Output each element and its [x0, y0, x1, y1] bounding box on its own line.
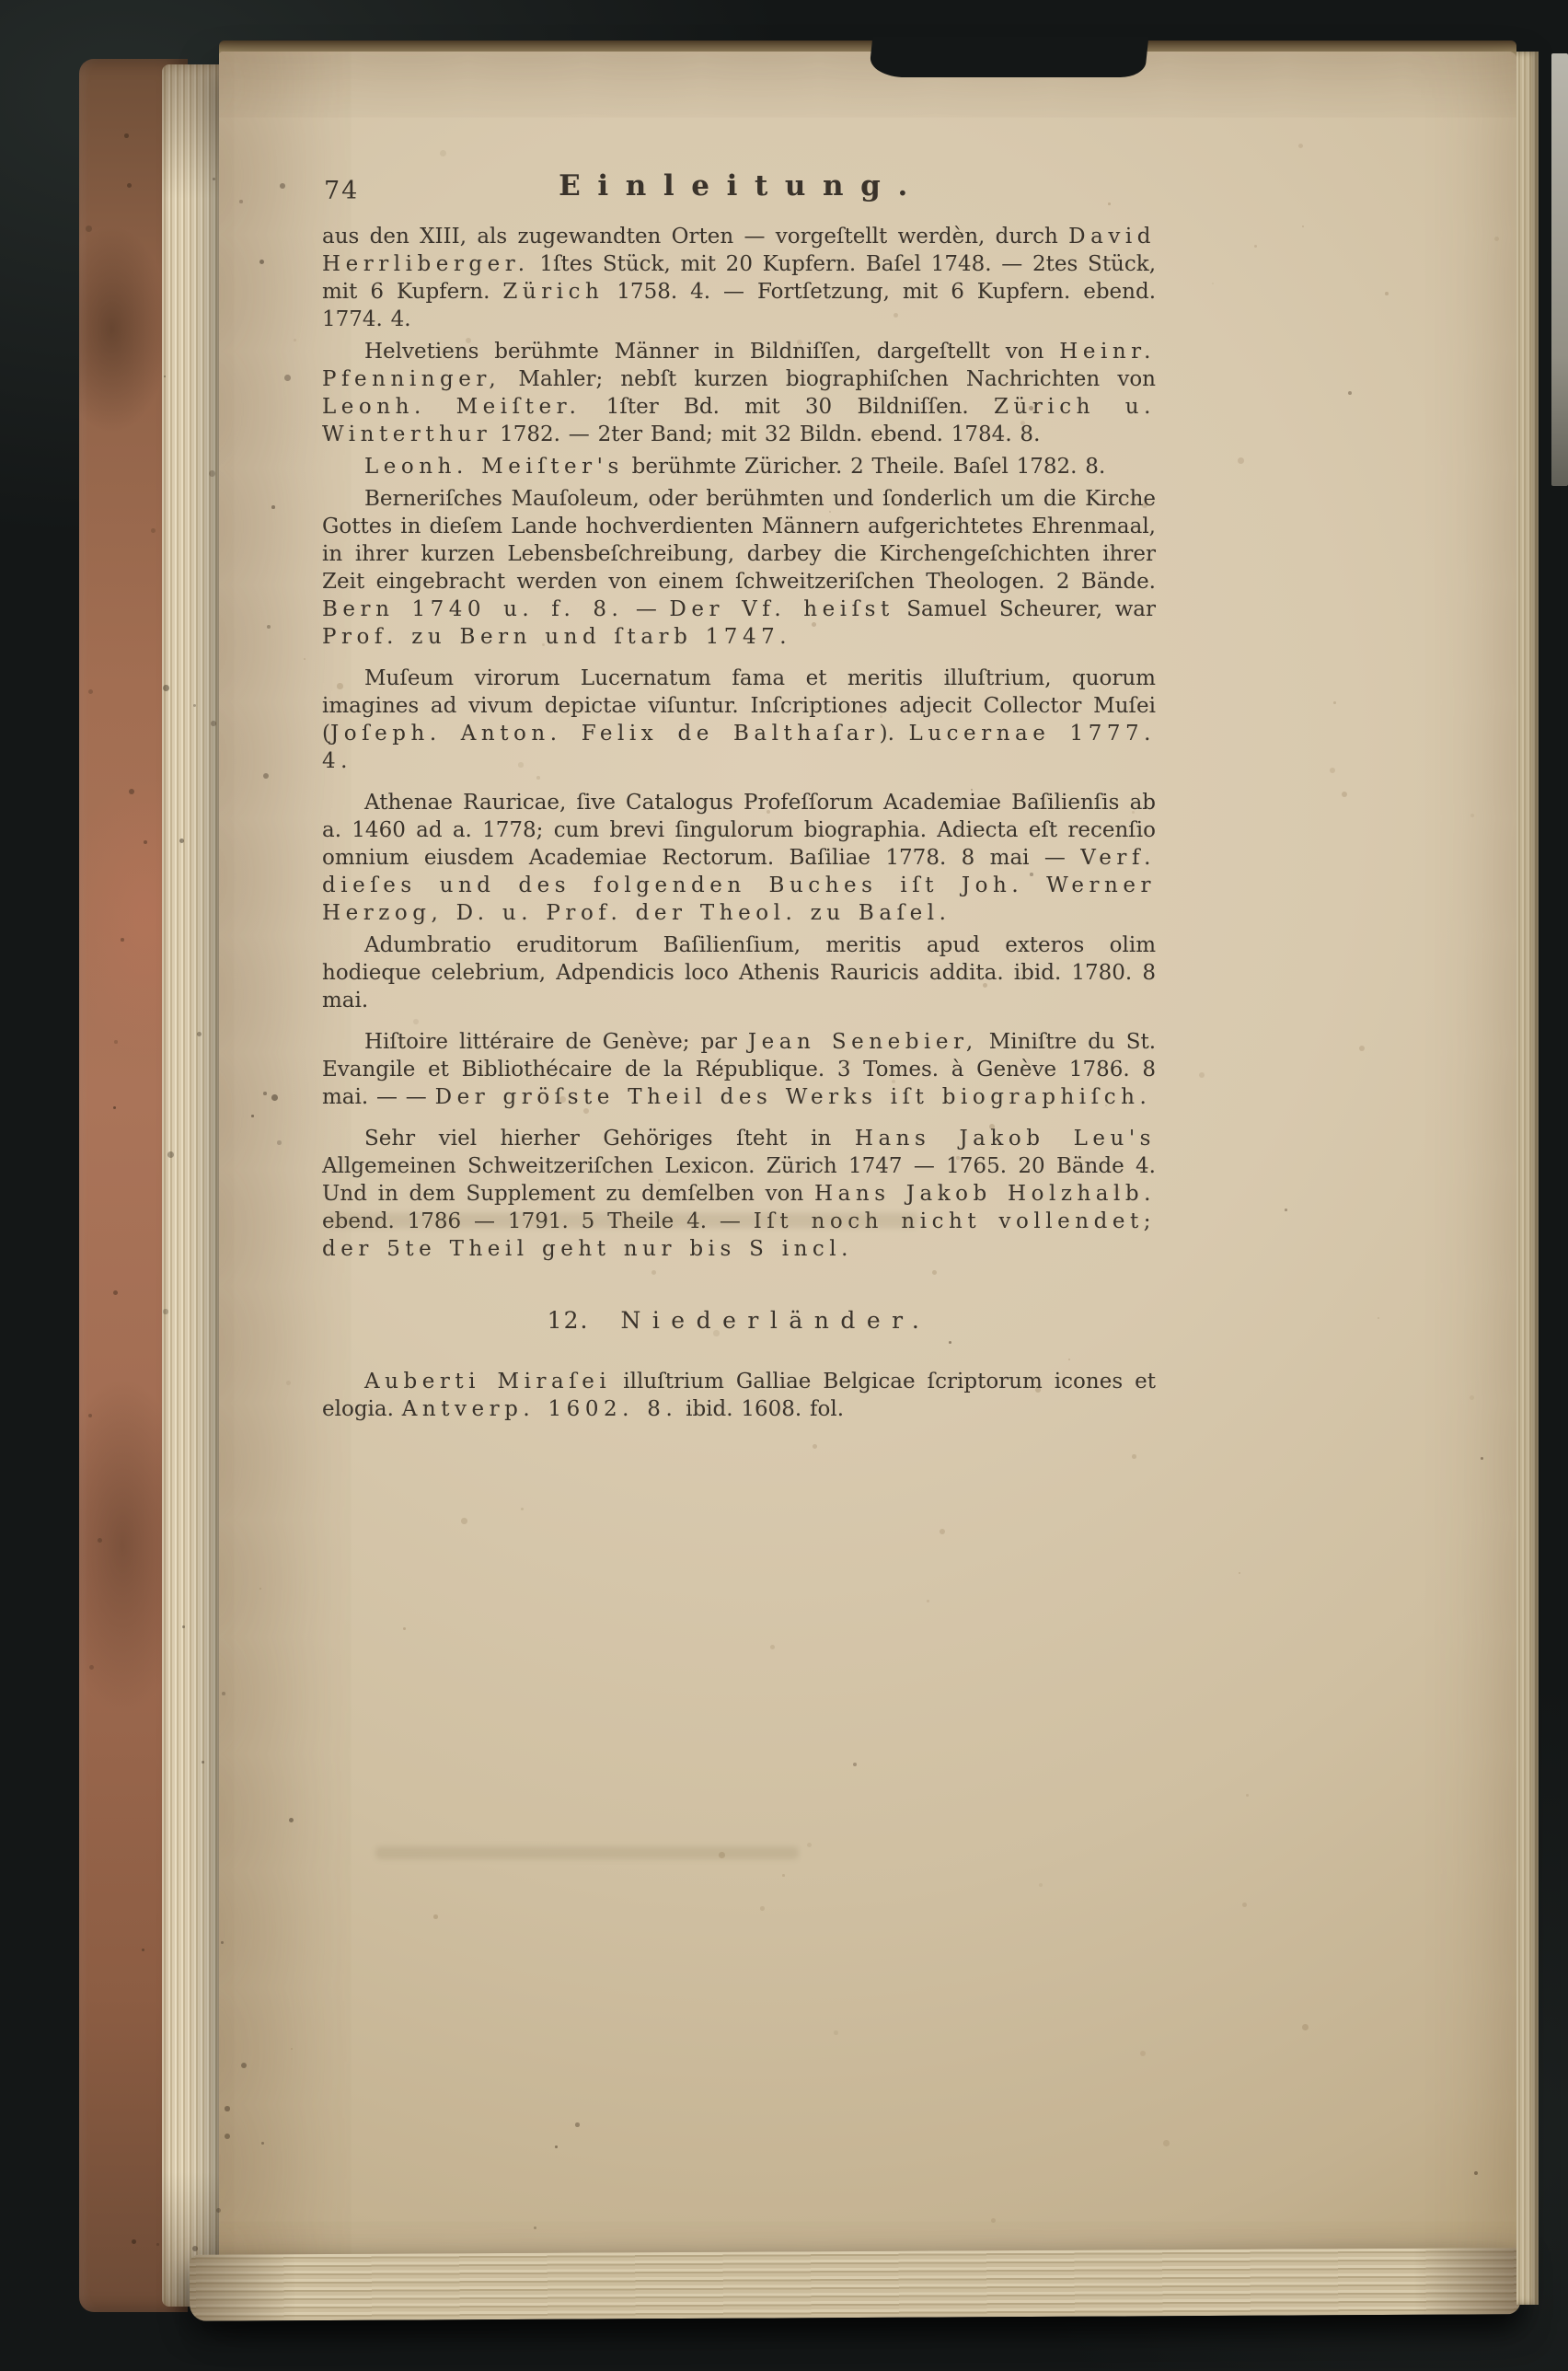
paragraph [322, 1125, 1156, 1263]
text-run: Sehr viel hierher Gehöriges ſteht in [364, 1127, 855, 1151]
show-through-smudge [375, 1846, 799, 1859]
paragraph [322, 1368, 1156, 1423]
text-run: — [623, 597, 670, 621]
letterspaced-run: Joſeph. Anton. Felix de Balthaſar [329, 722, 880, 746]
text-run: 1ſter Bd. mit 30 Bildniſſen. [581, 395, 995, 419]
section-title: Niederländer. [620, 1307, 931, 1334]
letterspaced-run: Der Vf. heiſst [669, 597, 894, 621]
paragraph [322, 453, 1156, 480]
adjacent-page-edge [1516, 52, 1539, 2305]
show-through-smudge [329, 1213, 918, 1228]
text-run: ). [879, 722, 909, 746]
letterspaced-run: Iſt noch nicht vollendet; der 5te Theil geht nur bis S incl. [322, 1209, 1156, 1261]
running-title: Einleitung. [559, 169, 925, 202]
text-run: 1782. — 2ter Band; mit 32 Bildn. ebend. 1784. 8. [491, 422, 1041, 446]
letterspaced-run: Auberti Miraſei [364, 1370, 612, 1394]
text-run: 1758. 4. — Fortſetzung, mit 6 Kupfern. ebend. 1774. 4. [322, 280, 1156, 331]
page-stack-left [162, 64, 221, 2307]
text-run: berühmte Züricher. 2 Theile. Baſel 1782. 8. [623, 455, 1106, 479]
text-run: Athenae Rauricae, ſive Catalogus Profeſſorum Academiae Baſilienſis ab a. 1460 ad a. 1778; cum brevi ſingulorum biographia. Adiecta eſt recenſio omnium eiusdem Academiae Rectorum. Baſiliae 1778. 8 mai — [322, 791, 1156, 870]
text-run: 1ſtes Stück, mit 20 Kupfern. Baſel 1748. — 2tes Stück, mit 6 Kupfern. [322, 252, 1156, 304]
text-run: illuſtrium Galliae Belgicae ſcriptorum icones et elogia. [322, 1370, 1157, 1421]
background-object [1551, 53, 1568, 486]
text-run: Berneriſches Mauſoleum, oder berühmten und ſonderlich um die Kirche Gottes in dieſem Lande hochverdienten Männern aufgerichtetes Ehrenmaal, in ihrer kurzen Lebensbeſchreibung, darbey die Kirchengeſchichten ihrer Zeit eingebracht werden von einem ſchweitzeriſchen Theologen. 2 Bände. [322, 487, 1156, 594]
text-run: Adumbratio eruditorum Baſilienſium, meritis apud exteros olim hodieque celebrium, Adpendicis loco Athenis Rauricis addita. ibid. 1780. 8 mai. [322, 933, 1156, 1012]
letterspaced-run: Verf. dieſes und des folgenden Buches iſt Joh. Werner Herzog, D. u. Prof. der Theol. zu Baſel. [322, 846, 1156, 925]
letterspaced-run: Hans Jakob Leu's [854, 1127, 1156, 1151]
letterspaced-run: Hans Jakob Holzhalb. [814, 1182, 1156, 1206]
page-stack-bottom [190, 2248, 1520, 2321]
letterspaced-run: Leonh. Meiſter. [322, 395, 582, 419]
letterspaced-run: Bern 1740 u. f. 8. [322, 597, 624, 621]
text-run: Allgemeinen Schweitzeriſchen Lexicon. Zürich 1747 — 1765. 20 Bände 4. Und in dem Supplement zu demſelben von [322, 1154, 1156, 1206]
text-run: Mahler; nebſt kurzen biographiſchen Nachrichten von [501, 367, 1156, 391]
paragraph [322, 931, 1156, 1014]
text-run: Miniſtre du St. Evangile et Bibliothécaire de la République. 3 Tomes. à Genève 1786. 8 mai. — — [322, 1030, 1157, 1109]
section-heading [322, 1307, 1156, 1335]
letterspaced-run: Antverp. 1602. 8. [401, 1397, 678, 1421]
text-run: Helvetiens berühmte Männer in Bildniſſen, dargeſtellt von [364, 340, 1060, 364]
letterspaced-run: Heinr. Pfenninger, [322, 340, 1156, 391]
letterspaced-run: Jean Senebier, [747, 1030, 978, 1054]
paragraph [322, 223, 1156, 333]
paragraph [322, 485, 1156, 651]
letterspaced-run: Prof. zu Bern und ſtarb 1747. [322, 625, 792, 649]
letterspaced-run: Leonh. Meiſter's [364, 455, 624, 479]
text-run: ebend. 1786 — 1791. 5 Theile 4. — [322, 1209, 754, 1233]
letterspaced-run: Lucernae 1777. 4. [322, 722, 1156, 773]
book-page [219, 52, 1516, 2308]
text-block [322, 223, 1156, 1428]
paragraph [322, 789, 1156, 927]
text-run: Muſeum virorum Lucernatum fama et meritis illuſtrium, quorum imagines ad vivum depictae viſuntur. Inſcriptiones adjecit Collector Muſei ( [322, 666, 1156, 746]
text-run: ibid. 1608. fol. [677, 1397, 845, 1421]
letterspaced-run: Zürich [502, 280, 605, 304]
text-run: Samuel Scheurer, war [894, 597, 1157, 621]
page-header [322, 169, 1161, 205]
section-number: 12. [547, 1307, 590, 1334]
paragraph [322, 338, 1156, 448]
letterspaced-run: David Herrliberger. [322, 225, 1156, 276]
text-run: aus den XIII, als zugewandten Orten — vorgeſtellt werdèn, durch [322, 225, 1069, 249]
text-run: Hiſtoire littéraire de Genève; par [364, 1030, 748, 1054]
letterspaced-run: Der gröſste Theil des Werks iſt biographiſch. [434, 1085, 1152, 1109]
page-number: 74 [324, 177, 360, 205]
letterspaced-run: Zürich u. Winterthur [322, 395, 1156, 446]
page-edge-notch [869, 37, 1149, 77]
paragraph [322, 665, 1156, 775]
paragraph [322, 1028, 1156, 1111]
